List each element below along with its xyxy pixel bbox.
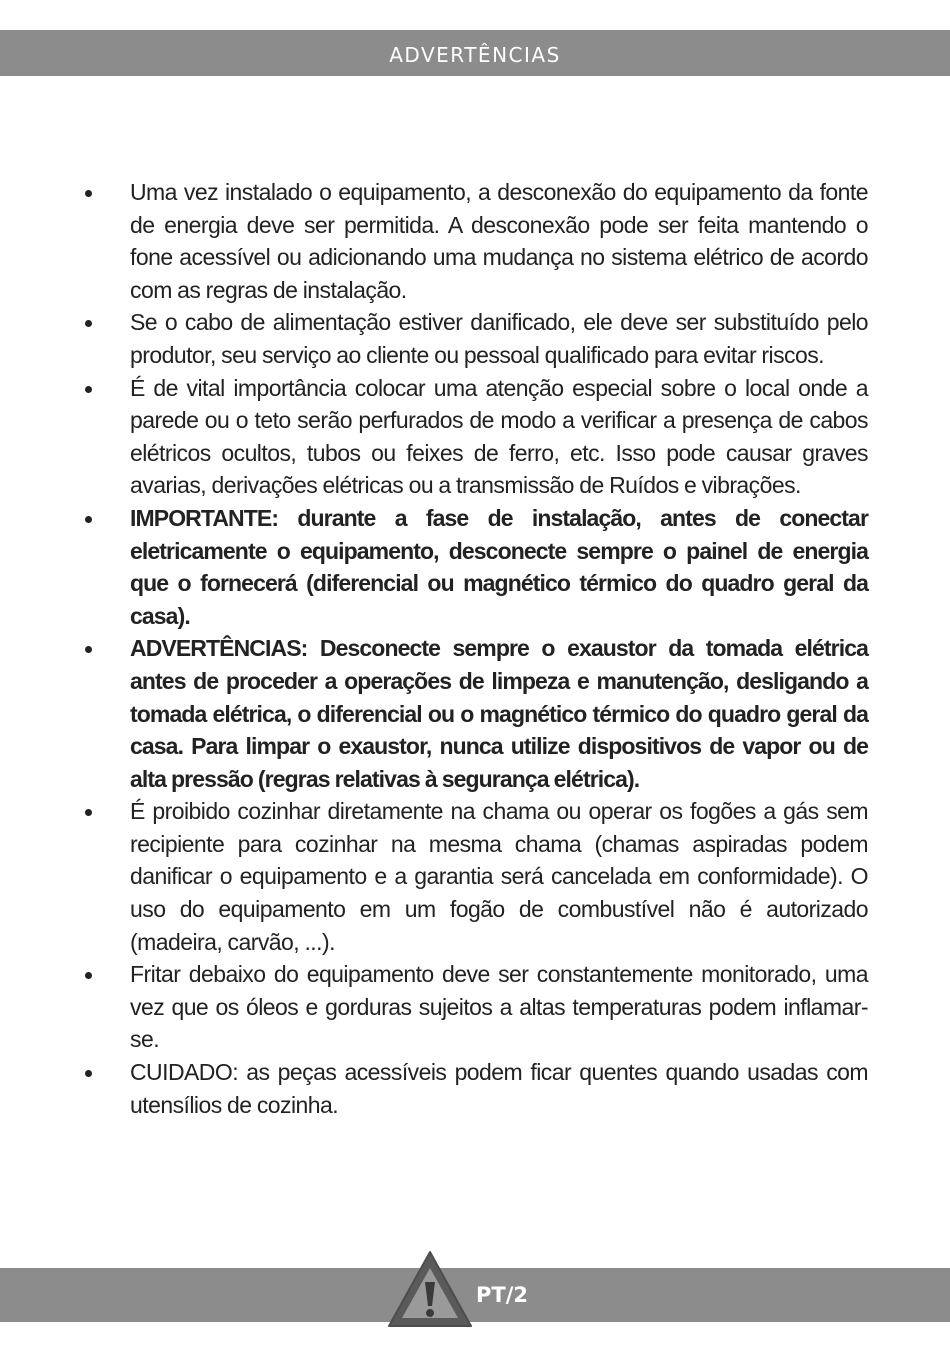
list-item-text: Se o cabo de alimentação estiver danificado, ele deve ser substituído pelo produtor, seu serviço ao cliente ou pessoal qualificado para evitar riscos.	[130, 309, 868, 368]
list-item-text: É proibido cozinhar diretamente na chama ou operar os fogões a gás sem recipiente para cozinhar na mesma chama (chamas aspiradas podem danificar o equipamento e a garantia será cancelada em conformidade). O uso do equipamento em um fogão de combustível não é autorizado (madeira, carvão, ...).	[130, 798, 868, 955]
list-item	[80, 1056, 868, 1121]
list-item	[80, 176, 868, 306]
list-item	[80, 958, 868, 1056]
warnings-list	[80, 176, 868, 1121]
bullet-icon	[85, 646, 92, 653]
list-item-text: CUIDADO: as peças acessíveis podem ficar quentes quando usadas com utensílios de cozinha.	[130, 1059, 868, 1118]
list-item	[80, 795, 868, 958]
list-item	[80, 372, 868, 502]
footer-bar	[0, 1268, 950, 1322]
bullet-icon	[85, 972, 92, 979]
list-item	[80, 306, 868, 371]
header-bar	[0, 30, 950, 76]
bullet-icon	[85, 320, 92, 327]
list-item-text: IMPORTANTE: durante a fase de instalação, antes de conectar eletricamente o equipamento, desconecte sempre o painel de energia que o fornecerá (diferencial ou magnético térmico do quadro geral da casa).	[130, 504, 868, 629]
bullet-icon	[85, 809, 92, 816]
bullet-icon	[85, 386, 92, 393]
list-item-text: ADVERTÊNCIAS: Desconecte sempre o exaustor da tomada elétrica antes de proceder a operações de limpeza e manutenção, desligando a tomada elétrica, o diferencial ou o magnético térmico do quadro geral da casa. Para limpar o exaustor, nunca utilize dispositivos de vapor ou de alta pressão (regras relativas à segurança elétrica).	[130, 635, 868, 792]
page-number: PT/2	[476, 1283, 528, 1307]
list-item-important	[80, 502, 868, 632]
warning-triangle-icon	[386, 1248, 474, 1328]
bullet-icon	[85, 190, 92, 197]
list-item-text: Fritar debaixo do equipamento deve ser constantemente monitorado, uma vez que os óleos e gorduras sujeitos a altas temperaturas podem inflamar-se.	[130, 961, 868, 1053]
list-item-text: Uma vez instalado o equipamento, a desconexão do equipamento da fonte de energia deve ser permitida. A desconexão pode ser feita mantendo o fone acessível ou adicionando uma mudança no sistema elétrico de acordo com as regras de instalação.	[130, 179, 868, 303]
list-item-text: É de vital importância colocar uma atenção especial sobre o local onde a parede ou o teto serão perfurados de modo a verificar a presença de cabos elétricos ocultos, tubos ou feixes de ferro, etc. Isso pode causar graves avarias, derivações elétricas ou a transmissão de Ruídos e vibrações.	[130, 374, 868, 499]
page-title: ADVERTÊNCIAS	[389, 43, 561, 67]
warnings-content	[80, 176, 868, 1121]
list-item-warning	[80, 632, 868, 795]
bullet-icon	[85, 1070, 92, 1077]
bullet-icon	[85, 516, 92, 523]
